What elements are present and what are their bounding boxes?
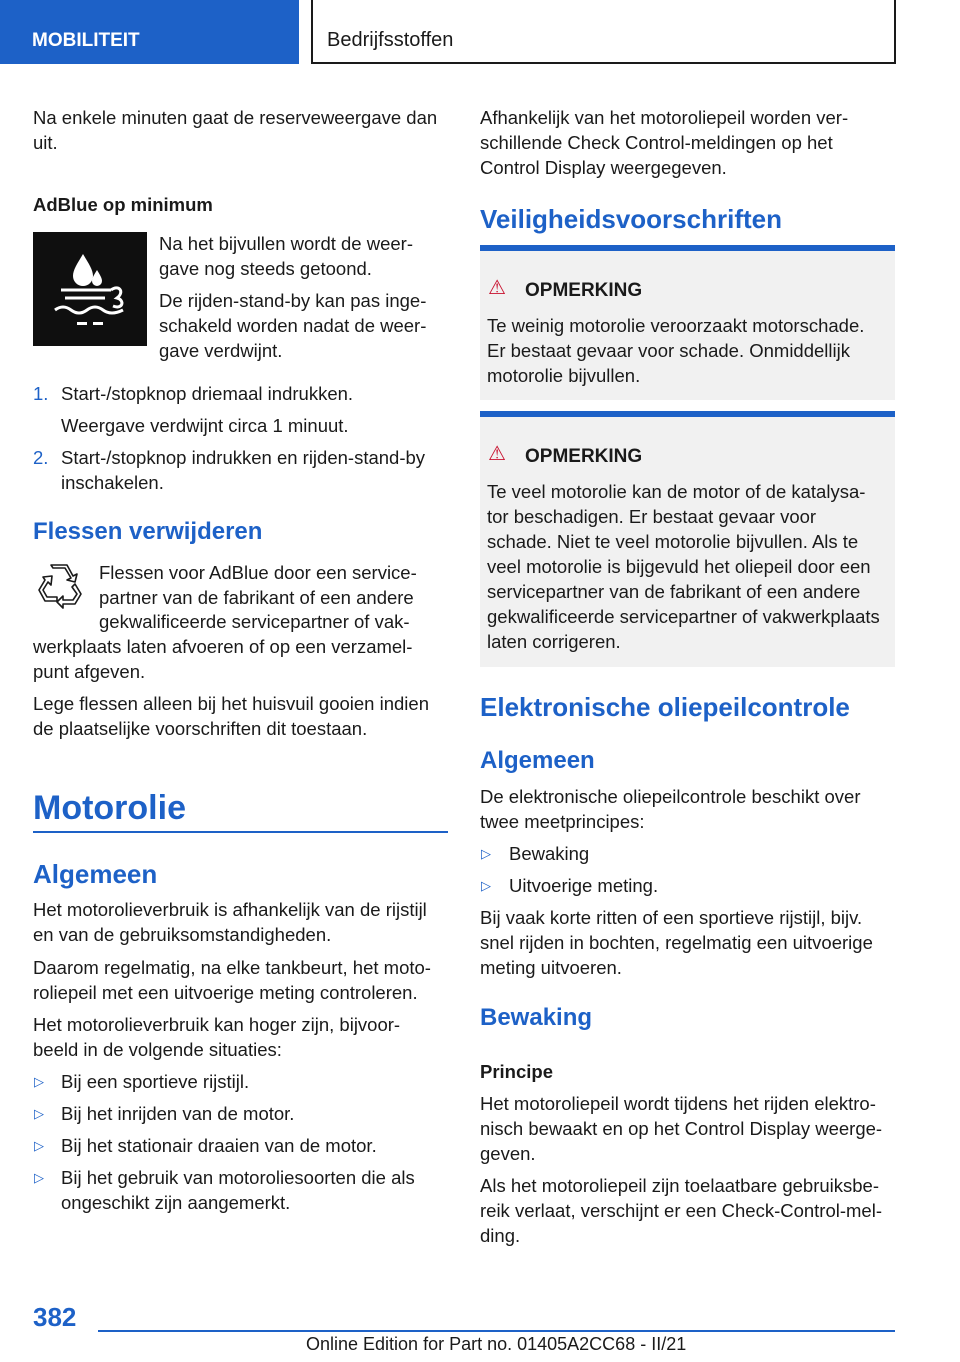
bewaking-heading: Bewaking [480,1004,593,1031]
footer-edition: Online Edition for Part no. 01405A2CC68 - II/21 [306,1334,687,1354]
flessen-p1-line-2: partner van de fabrikant of een andere [99,587,414,608]
elek-p1-line-1: De elektronische oliepeilcontrole beschikt over [480,786,861,807]
adblue-p2-line-2: schakeld worden nadat de weer- [159,315,427,336]
note-1-line-2: Er bestaat gevaar voor schade. Onmiddellijk [487,340,850,361]
elek-bullet-1: Bewaking [509,843,590,864]
note-2-line-4: veel motorolie is bijgevuld het oliepeil door een [487,556,871,577]
bewaking-p3-line-3: geven. [480,1143,536,1164]
motorolie-p2-line-1: Daarom regelmatig, na elke tankbeurt, het moto- [33,957,431,978]
adblue-level-icon [33,232,147,346]
triangle-bullet-icon: ▷ [481,846,491,861]
bewaking-p4-line-1: Als het motoroliepeil zijn toelaatbare gebruiksbe- [480,1175,879,1196]
adblue-p2-line-3: gave verdwijnt. [159,340,283,361]
note-2-line-6: gekwalificeerde servicepartner of vakwerkplaats [487,606,880,627]
note-2-line-2: tor beschadigen. Er bestaat gevaar voor [487,506,817,527]
step-1-number: 1. [33,383,49,404]
header-section-tab [0,0,299,64]
motorolie-bullet-4-line-2: ongeschikt zijn aangemerkt. [61,1192,291,1213]
page-number: 382 [33,1302,77,1332]
motorolie-p2-line-2: roliepeil met een uitvoerige meting controleren. [33,982,418,1003]
motorolie-rule [33,831,448,833]
flessen-p1-line-1: Flessen voor AdBlue door een service- [99,562,417,583]
principe-title: Principe [480,1061,553,1082]
motorolie-p1-line-2: en van de gebruiksomstandigheden. [33,924,332,945]
elek-p1-line-2: twee meetprincipes: [480,811,645,832]
elek-algemeen-heading: Algemeen [480,747,595,774]
elek-bullet-2: Uitvoerige meting. [509,875,659,896]
step-1-text: Start-/stopknop driemaal indrukken. [61,383,354,404]
warning-triangle-icon: ⚠ [488,443,506,465]
triangle-bullet-icon: ▷ [34,1138,44,1153]
elek-p2-line-3: meting uitvoeren. [480,957,622,978]
flessen-p2-line-2: de plaatselijke voorschriften dit toestaan. [33,718,368,739]
header-section-label: MOBILITEIT [32,30,140,51]
elek-p2-line-1: Bij vaak korte ritten of een sportieve rijstijl, bijv. [480,907,863,928]
bewaking-p4-line-2: reik verlaat, verschijnt er een Check-Control-mel- [480,1200,882,1221]
note-box-2 [480,411,895,667]
flessen-p1-line-3: gekwalificeerde servicepartner of vak- [99,611,410,632]
motorolie-heading: Motorolie [33,789,186,827]
elek-heading: Elektronische oliepeilcontrole [480,692,850,722]
note-box-1 [480,245,895,400]
adblue-p2-line-1: De rijden-stand-by kan pas inge- [159,290,427,311]
motorolie-p3-line-1: Het motorolieverbruik kan hoger zijn, bijvoor- [33,1014,401,1035]
bewaking-p3-line-1: Het motoroliepeil wordt tijdens het rijden elektro- [480,1093,876,1114]
flessen-heading: Flessen verwijderen [33,518,263,545]
triangle-bullet-icon: ▷ [34,1074,44,1089]
flessen-p2-line-1: Lege flessen alleen bij het huisvuil gooien indien [33,693,429,714]
adblue-min-title: AdBlue op minimum [33,194,213,215]
right-intro-line-1: Afhankelijk van het motoroliepeil worden ver- [480,107,849,128]
triangle-bullet-icon: ▷ [34,1106,44,1121]
recycle-icon [33,560,85,612]
motorolie-bullet-1: Bij een sportieve rijstijl. [61,1071,250,1092]
note-1-line-1: Te weinig motorolie veroorzaakt motorschade. [487,315,865,336]
header-chapter-tab [311,0,896,64]
warning-triangle-icon: ⚠ [488,277,506,299]
veiligheid-heading: Veiligheidsvoorschriften [480,204,782,234]
adblue-p1-line-2: gave nog steeds getoond. [159,258,372,279]
header-chapter-label: Bedrijfsstoffen [327,29,454,51]
motorolie-bullet-3: Bij het stationair draaien van de motor. [61,1135,377,1156]
bewaking-p4-line-3: ding. [480,1225,521,1246]
flessen-p1-line-4: werkplaats laten afvoeren of op een verzamel- [33,636,413,657]
note-2-title: OPMERKING [525,446,643,467]
triangle-bullet-icon: ▷ [34,1170,44,1185]
note-2-line-3: schade. Niet te veel motorolie bijvullen. Als te [487,531,859,552]
note-1-line-3: motorolie bijvullen. [487,365,641,386]
right-intro-line-2: schillende Check Control-meldingen op het [480,132,833,153]
adblue-p1-line-1: Na het bijvullen wordt de weer- [159,233,413,254]
note-2-line-7: laten corrigeren. [487,631,621,652]
note-2-line-5: servicepartner van de fabrikant of een andere [487,581,861,602]
step-1-sub: Weergave verdwijnt circa 1 minuut. [61,415,349,436]
bewaking-p3-line-2: nisch bewaakt en op het Control Display weerge- [480,1118,883,1139]
flessen-p1-line-5: punt afgeven. [33,661,146,682]
note-1-title: OPMERKING [525,280,643,301]
step-2-number: 2. [33,447,49,468]
right-intro-line-3: Control Display weergegeven. [480,157,727,178]
step-2-line-2: inschakelen. [61,472,164,493]
motorolie-algemeen-heading: Algemeen [33,859,158,889]
motorolie-bullet-4-line-1: Bij het gebruik van motoroliesoorten die als [61,1167,415,1188]
motorolie-p3-line-2: beeld in de volgende situaties: [33,1039,282,1060]
note-2-line-1: Te veel motorolie kan de motor of de katalysa- [487,481,866,502]
elek-p2-line-2: snel rijden in bochten, regelmatig een uitvoerige [480,932,873,953]
footer-rule [98,1330,895,1332]
motorolie-bullet-2: Bij het inrijden van de motor. [61,1103,295,1124]
step-2-line-1: Start-/stopknop indrukken en rijden-stand-by [61,447,426,468]
intro-line-1: Na enkele minuten gaat de reserveweergave dan [33,107,438,128]
triangle-bullet-icon: ▷ [481,878,491,893]
intro-line-2: uit. [33,132,58,153]
motorolie-p1-line-1: Het motorolieverbruik is afhankelijk van de rijstijl [33,899,427,920]
